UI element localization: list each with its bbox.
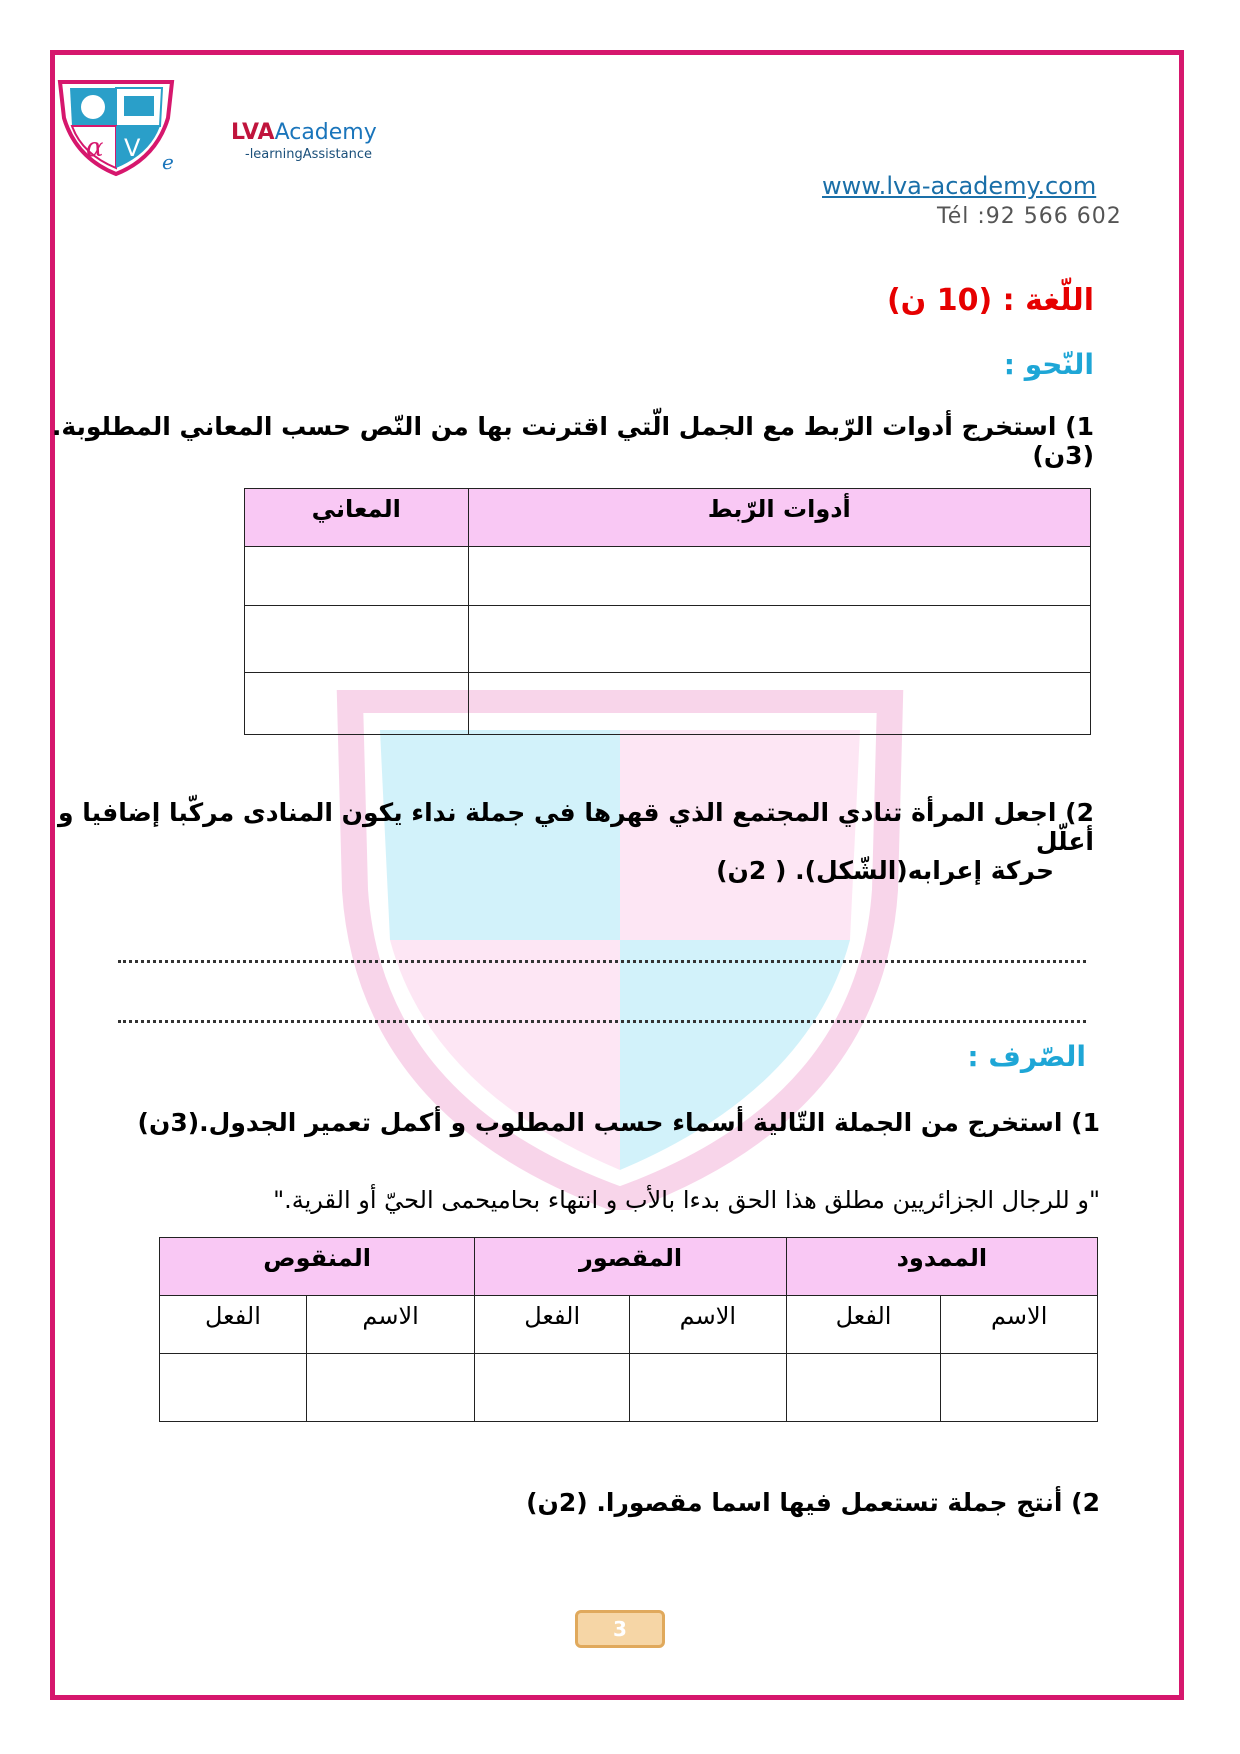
morphology-table: [159, 1237, 1098, 1422]
subheader-ism: الاسم: [941, 1296, 1098, 1354]
answer-cell[interactable]: [941, 1354, 1098, 1422]
answer-cell[interactable]: [245, 547, 469, 606]
page-number-badge: 3: [575, 1610, 665, 1648]
nahw-question-2-line2: حركة إعرابه(الشّكل). ( 2ن): [716, 856, 1054, 885]
answer-line[interactable]: [118, 960, 1086, 963]
answer-cell[interactable]: [160, 1354, 307, 1422]
answer-cell[interactable]: [468, 673, 1090, 735]
brand-prefix: LVA: [231, 120, 275, 145]
sarf-question-1: 1) استخرج من الجملة التّالية أسماء حسب المطلوب و أكمل تعمير الجدول.(3ن): [137, 1108, 1100, 1137]
subheader-ism: الاسم: [306, 1296, 475, 1354]
linking-tools-table: [244, 488, 1091, 735]
answer-cell[interactable]: [786, 1354, 941, 1422]
answer-cell[interactable]: [475, 1354, 630, 1422]
lva-logo: [56, 78, 176, 178]
svg-text:V: V: [124, 134, 141, 162]
nahw-question-2-line1: 2) اجعل المرأة تنادي المجتمع الذي قهرها في جملة نداء يكون المنادى مركّبا إضافيا و أعلّل: [58, 798, 1094, 856]
section-title-sarf: الصّرف :: [967, 1040, 1086, 1073]
brand-suffix: Academy: [274, 120, 377, 145]
brand-block: [231, 120, 377, 162]
answer-line[interactable]: [118, 1020, 1086, 1023]
subheader-fiel: الفعل: [786, 1296, 941, 1354]
brand-name: [231, 120, 377, 145]
svg-text:α: α: [86, 133, 104, 163]
section-title-nahw: النّحو :: [1003, 348, 1094, 381]
answer-cell[interactable]: [468, 547, 1090, 606]
col-header-tools: أدوات الرّبط: [468, 489, 1090, 547]
brand-e: e: [162, 150, 174, 174]
sarf-quote: "و للرجال الجزائريين مطلق هذا الحق بدءا بالأب و انتهاء بحاميحمى الحيّ أو القرية.": [273, 1186, 1100, 1214]
col-header-meanings: المعاني: [245, 489, 469, 547]
phone-number: Tél :92 566 602: [937, 204, 1122, 229]
col-header-maqsur: المقصور: [475, 1238, 786, 1296]
col-header-manqus: المنقوص: [160, 1238, 475, 1296]
col-header-mamdud: الممدود: [786, 1238, 1097, 1296]
answer-cell[interactable]: [306, 1354, 475, 1422]
website-link[interactable]: www.lva-academy.com: [822, 172, 1097, 200]
answer-cell[interactable]: [630, 1354, 787, 1422]
subheader-fiel: الفعل: [160, 1296, 307, 1354]
sarf-question-2: 2) أنتج جملة تستعمل فيها اسما مقصورا. (2ن): [526, 1488, 1100, 1517]
brand-subtitle: -learningAssistance: [245, 147, 372, 162]
subheader-ism: الاسم: [630, 1296, 787, 1354]
answer-cell[interactable]: [245, 606, 469, 673]
answer-cell[interactable]: [245, 673, 469, 735]
section-title-language: اللّغة : (10 ن): [886, 283, 1094, 318]
subheader-fiel: الفعل: [475, 1296, 630, 1354]
answer-cell[interactable]: [468, 606, 1090, 673]
nahw-question-1: 1) استخرج أدوات الرّبط مع الجمل الّتي اقترنت بها من النّص حسب المعاني المطلوبة.(3ن): [51, 412, 1094, 470]
